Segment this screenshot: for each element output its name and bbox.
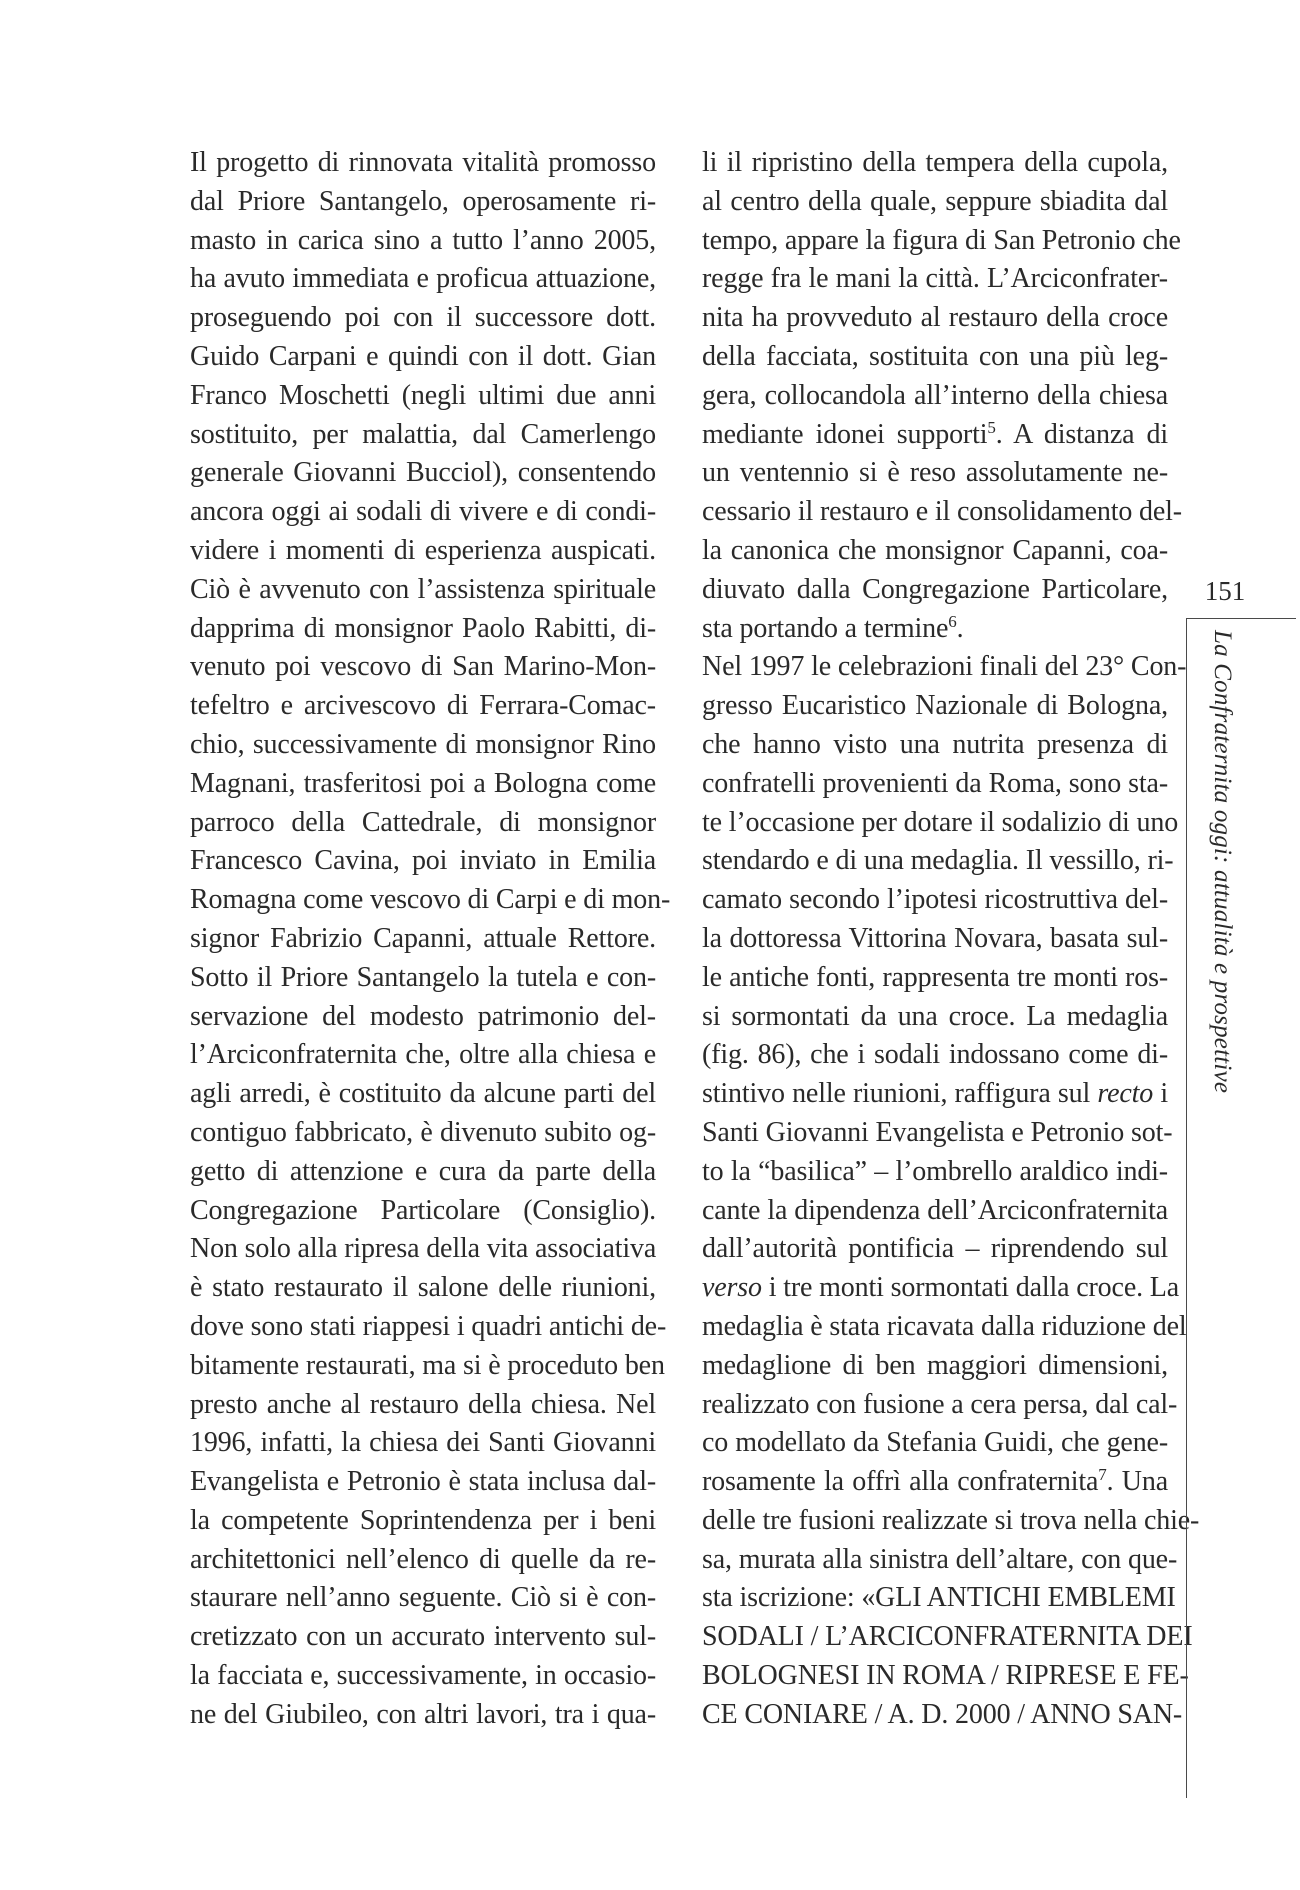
running-title: La Confraternita oggi: attualità e prospettive [1209, 630, 1236, 1094]
text-line: generale Giovanni Bucciol), consentendo [190, 457, 656, 489]
text-line: gresso Eucaristico Nazionale di Bologna, [702, 690, 1168, 722]
right-text-column [702, 144, 1200, 1735]
text-line: Franco Moschetti (negli ultimi due anni [190, 379, 656, 411]
text-line: regge fra le mani la città. L’Arciconfrater- [702, 263, 1168, 295]
text-line: Francesco Cavina, poi inviato in Emilia [190, 845, 656, 877]
text-line: la dottoressa Vittorina Novara, basata sul- [702, 922, 1168, 954]
text-line: mediante idonei supporti$^5$. A distanza di [702, 417, 1168, 450]
text-line: to la “basilica” – l’ombrello araldico indi- [702, 1155, 1168, 1187]
text-line: dove sono stati riappesi i quadri antichi de- [190, 1310, 667, 1342]
text-line: getto di attenzione e cura da parte della [190, 1155, 656, 1187]
text-line: chio, successivamente di monsignor Rino [190, 728, 656, 760]
text-line: signor Fabrizio Capanni, attuale Rettore. [190, 922, 656, 954]
text-line: delle tre fusioni realizzate si trova nella chie- [702, 1504, 1200, 1536]
text-line: masto in carica sino a tutto l’anno 2005, [190, 224, 656, 256]
text-line: cretizzato con un accurato intervento sul- [190, 1621, 656, 1653]
text-line: ha avuto immediata e proficua attuazione, [190, 263, 656, 295]
page-number: 151 [1204, 576, 1246, 606]
text-line: Santi Giovanni Evangelista e Petronio sot- [702, 1116, 1173, 1148]
text-line: (fig. 86), che i sodali indossano come di- [702, 1039, 1168, 1071]
text-line: dal Priore Santangelo, operosamente ri- [190, 185, 656, 217]
text-line: staurare nell’anno seguente. Ciò si è con- [190, 1582, 656, 1614]
text-line: te l’occasione per dotare il sodalizio di uno [702, 806, 1179, 838]
text-line: cessario il restauro e il consolidamento del- [702, 496, 1182, 528]
text-line: bitamente restaurati, ma si è proceduto ben [190, 1349, 665, 1381]
footnote-marker[interactable]: 6 [948, 611, 957, 631]
footnote-marker[interactable]: 5 [987, 417, 996, 437]
text-line: Evangelista e Petronio è stata inclusa dal- [190, 1466, 656, 1498]
text-line: Nel 1997 le celebrazioni finali del 23° Con- [702, 651, 1187, 683]
text-line: dall’autorità pontificia – riprendendo sul [702, 1233, 1168, 1265]
text-line: Romagna come vescovo di Carpi e di mon- [190, 884, 671, 916]
text-line: confratelli provenienti da Roma, sono sta- [702, 767, 1168, 799]
text-line: la facciata e, successivamente, in occasio- [190, 1660, 656, 1692]
text-line: sta portando a termine$^6$. [702, 611, 964, 644]
text-line: le antiche fonti, rappresenta tre monti ros- [702, 961, 1168, 993]
text-line: verso i tre monti sormontati dalla croce. La [702, 1272, 1180, 1304]
margin-rule-top [1186, 618, 1296, 619]
text-line: nita ha provveduto al restauro della croce [702, 302, 1168, 334]
text-line: si sormontati da una croce. La medaglia [702, 1000, 1168, 1032]
text-line: ne del Giubileo, con altri lavori, tra i qua- [190, 1698, 656, 1730]
text-line: servazione del modesto patrimonio del- [190, 1000, 656, 1032]
text-line: medaglia è stata ricavata dalla riduzione del [702, 1310, 1187, 1342]
text-line: architettonici nell’elenco di quelle da re- [190, 1543, 656, 1575]
text-line: Il progetto di rinnovata vitalità promosso [190, 147, 656, 178]
text-line: sostituito, per malattia, dal Camerlengo [190, 418, 656, 450]
text-line: 1996, infatti, la chiesa dei Santi Giovanni [190, 1427, 656, 1459]
text-line: gera, collocandola all’interno della chiesa [702, 379, 1168, 411]
text-line: BOLOGNESI IN ROMA / RIPRESE E FE- [702, 1660, 1189, 1692]
text-line: Magnani, trasferitosi poi a Bologna come [190, 767, 656, 799]
text-line: tempo, appare la figura di San Petronio che [702, 224, 1181, 256]
text-line: co modellato da Stefania Guidi, che gene- [702, 1427, 1168, 1459]
text-line: cante la dipendenza dell’Arciconfraternita [702, 1194, 1168, 1226]
text-line: ancora oggi ai sodali di vivere e di condi- [190, 496, 656, 528]
text-line: è stato restaurato il salone delle riunioni, [190, 1272, 656, 1304]
text-line: Guido Carpani e quindi con il dott. Gian [190, 340, 656, 372]
text-line: parroco della Cattedrale, di monsignor [190, 806, 656, 838]
text-line: CE CONIARE / A. D. 2000 / ANNO SAN- [702, 1698, 1183, 1730]
text-line: Congregazione Particolare (Consiglio). [190, 1194, 656, 1226]
text-line: li il ripristino della tempera della cupola, [702, 147, 1168, 178]
text-line: stintivo nelle riunioni, raffigura sul recto i [702, 1078, 1169, 1110]
text-line: presto anche al restauro della chiesa. Nel [190, 1388, 656, 1420]
italic-term: verso [702, 1272, 762, 1304]
text-line: stendardo e di una medaglia. Il vessillo, ri- [702, 845, 1174, 877]
text-line: della facciata, sostituita con una più leg- [702, 340, 1168, 372]
text-line: agli arredi, è costituito da alcune parti del [190, 1078, 656, 1110]
text-line: diuvato dalla Congregazione Particolare, [702, 573, 1168, 605]
text-line: dapprima di monsignor Paolo Rabitti, di- [190, 612, 656, 644]
text-line: realizzato con fusione a cera persa, dal cal- [702, 1388, 1178, 1420]
text-line: videre i momenti di esperienza auspicati. [190, 534, 656, 566]
italic-term: recto [1097, 1078, 1154, 1110]
text-line: venuto poi vescovo di San Marino-Mon- [190, 651, 656, 683]
left-text-column [190, 144, 671, 1735]
text-line: la canonica che monsignor Capanni, coa- [702, 534, 1168, 566]
text-line: la competente Soprintendenza per i beni [190, 1504, 656, 1536]
text-line: Sotto il Priore Santangelo la tutela e con- [190, 961, 656, 993]
text-line: l’Arciconfraternita che, oltre alla chiesa e [190, 1039, 656, 1071]
footnote-marker[interactable]: 7 [1098, 1465, 1107, 1485]
text-line: Non solo alla ripresa della vita associativa [190, 1233, 657, 1265]
text-line: al centro della quale, seppure sbiadita dal [702, 185, 1168, 217]
text-line: camato secondo l’ipotesi ricostruttiva del- [702, 884, 1168, 916]
text-line: rosamente la offrì alla confraternita$^7$. Una [702, 1465, 1168, 1498]
text-line: sta iscrizione: «GLI ANTICHI EMBLEMI [702, 1582, 1176, 1614]
text-line: sa, murata alla sinistra dell’altare, con que- [702, 1543, 1178, 1575]
text-line: tefeltro e arcivescovo di Ferrara-Comac- [190, 690, 656, 722]
text-line: Ciò è avvenuto con l’assistenza spirituale [190, 573, 656, 605]
text-line: proseguendo poi con il successore dott. [190, 302, 656, 334]
margin-rule [1186, 618, 1187, 1798]
text-line: SODALI / L’ARCICONFRATERNITA DEI [702, 1621, 1193, 1653]
text-line: un ventennio si è reso assolutamente ne- [702, 457, 1168, 489]
text-line: contiguo fabbricato, è divenuto subito og- [190, 1116, 656, 1148]
text-line: che hanno visto una nutrita presenza di [702, 728, 1168, 760]
text-line: medaglione di ben maggiori dimensioni, [702, 1349, 1168, 1381]
